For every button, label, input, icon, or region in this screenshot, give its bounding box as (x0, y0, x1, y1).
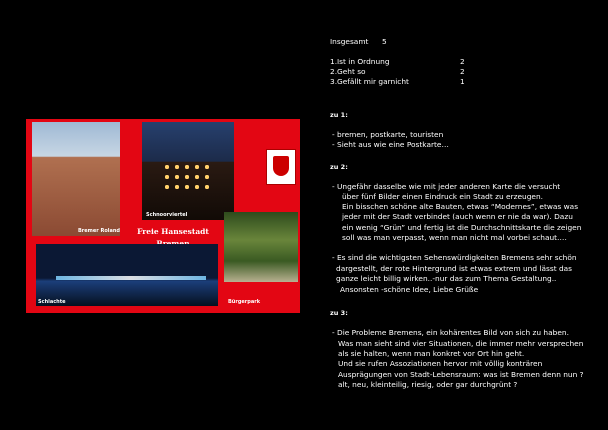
photo-schlachte (36, 244, 218, 306)
section2-line: - Es sind die wichtigsten Sehenswürdigkeiten Bremens sehr schön (332, 253, 577, 262)
section3-line: Und sie rufen Assoziationen hervor mit völlig konträren (338, 359, 543, 368)
section1-line: - bremen, postkarte, touristen (332, 130, 444, 139)
bridge-lights (56, 276, 206, 280)
street-lights (162, 162, 212, 192)
caption-schlachte: Schlachte (38, 299, 66, 305)
caption-roland: Bremer Roland (78, 228, 120, 234)
section2-line: dargestellt, der rote Hintergrund ist etwas extrem und lässt das (336, 264, 573, 273)
caption-buergerpark: Bürgerpark (228, 299, 261, 305)
rating-3-label: Gefällt mir garnicht (337, 77, 409, 86)
section1-line: - Sieht aus wie eine Postkarte… (332, 140, 449, 149)
rating-2-label: Geht so (337, 67, 366, 76)
rating-1-label: Ist in Ordnung (337, 57, 390, 66)
rating-2-count: 2 (460, 67, 465, 76)
rating-2-num: 2. (330, 67, 338, 76)
section2-line: Ein bisschen schöne alte Bauten, etwas “Modernes”, etwas was (342, 202, 579, 211)
section2-line: jeder mit der Stadt verbindet (auch wenn er nie da war). Dazu (342, 212, 573, 221)
section2-heading: zu 2: (330, 163, 348, 171)
rating-3-num: 3. (330, 77, 338, 86)
photo-roland (32, 122, 120, 236)
section3-line: Ausprägungen von Stadt-Lebensraum: was ist Bremen denn nun ? (338, 370, 584, 379)
postcard-image (26, 119, 300, 313)
section3-heading: zu 3: (330, 309, 348, 317)
photo-schnoorviertel (142, 122, 234, 220)
section2-line: soll was man verpasst, wenn man nicht mal vorbei schaut…. (342, 233, 567, 242)
rating-3-count: 1 (460, 77, 465, 86)
section3-line: als sie halten, wenn man konkret vor Ort hin geht. (338, 349, 525, 358)
bremen-crest-icon (266, 149, 296, 185)
section2-line: Ansonsten -schöne Idee, Liebe Grüße (340, 285, 479, 294)
summary-total: 5 (382, 37, 387, 46)
rating-1-count: 2 (460, 57, 465, 66)
section1-heading: zu 1: (330, 111, 348, 119)
rating-1-num: 1. (330, 57, 338, 66)
section2-line: ein wenig “Grün” und fertig ist die Durchschnittskarte die zeigen (342, 223, 582, 232)
postcard-title: Freie Hansestadt (137, 227, 209, 236)
section3-line: - Die Probleme Bremens, ein kohärentes Bild von sich zu haben. (332, 328, 569, 337)
section2-line: ganze leicht billig wirken..-nur das zum Thema Gestaltung.. (336, 274, 557, 283)
caption-schnoor: Schnoorviertel (146, 212, 188, 218)
section3-line: Was man sieht sind vier Situationen, die immer mehr versprechen (338, 339, 584, 348)
section3-line: alt, neu, kleinteilig, riesig, oder gar durchgrünt ? (338, 380, 518, 389)
section2-line: über fünf Bilder einen Eindruck ein Stadt zu erzeugen. (342, 192, 543, 201)
photo-buergerpark (224, 212, 298, 282)
summary-label: Insgesamt (330, 37, 369, 46)
section2-line: - Ungefähr dasselbe wie mit jeder anderen Karte die versucht (332, 182, 561, 191)
